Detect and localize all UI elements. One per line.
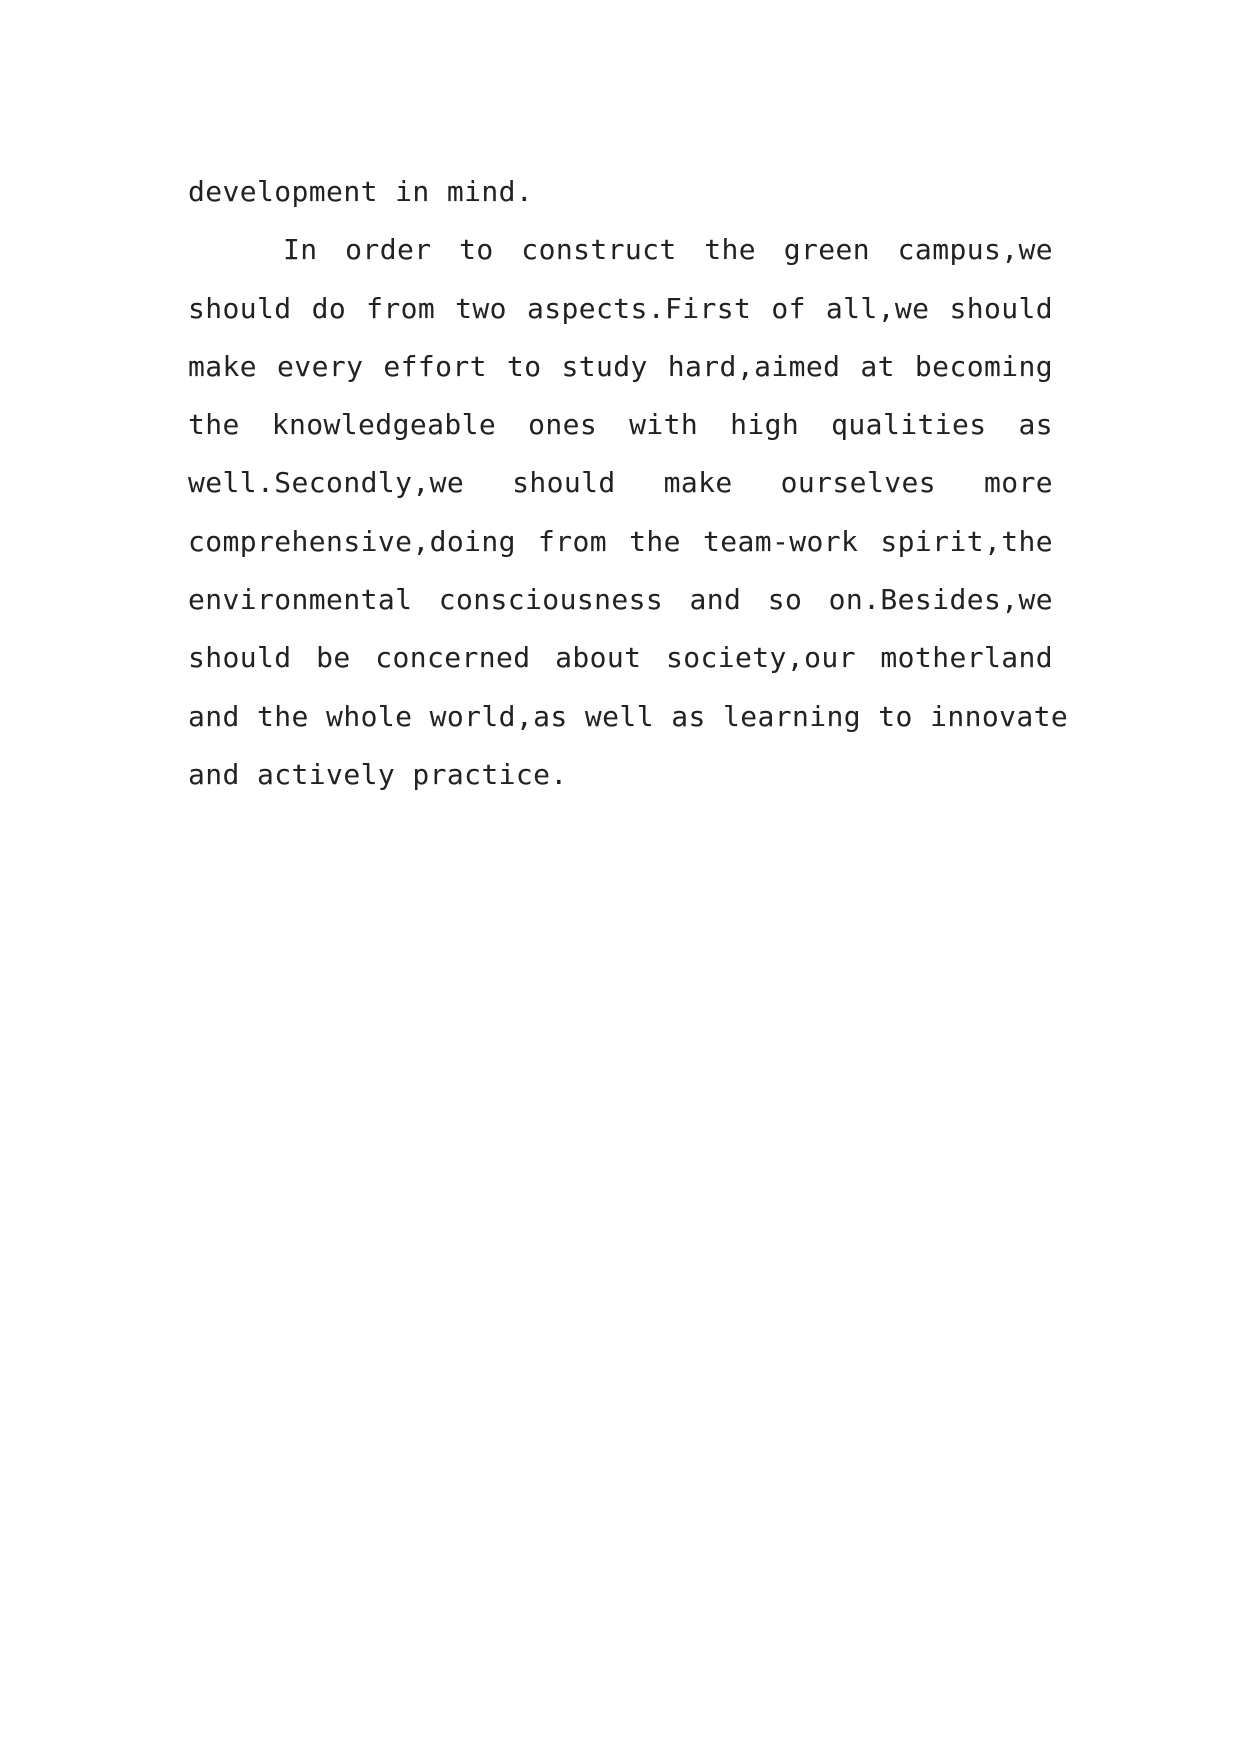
- text-line: and actively practice.: [188, 757, 568, 791]
- text-line: the knowledgeable ones with high qualities as: [188, 408, 1053, 442]
- body-text: [188, 163, 1069, 804]
- text-line: environmental consciousness and so on.Besides,we: [188, 583, 1053, 617]
- text-line: make every effort to study hard,aimed at becoming: [188, 349, 1053, 383]
- text-line: comprehensive,doing from the team-work spirit,the: [188, 524, 1053, 558]
- text-line: well.Secondly,we should make ourselves more: [188, 466, 1053, 500]
- text-line: should be concerned about society,our motherland: [188, 641, 1053, 675]
- text-line: development in mind.: [188, 175, 534, 208]
- text-line: should do from two aspects.First of all,we should: [188, 291, 1053, 325]
- text-line: and the whole world,as well as learning to innovate: [188, 699, 1069, 733]
- text-line: In order to construct the green campus,we: [283, 233, 1053, 267]
